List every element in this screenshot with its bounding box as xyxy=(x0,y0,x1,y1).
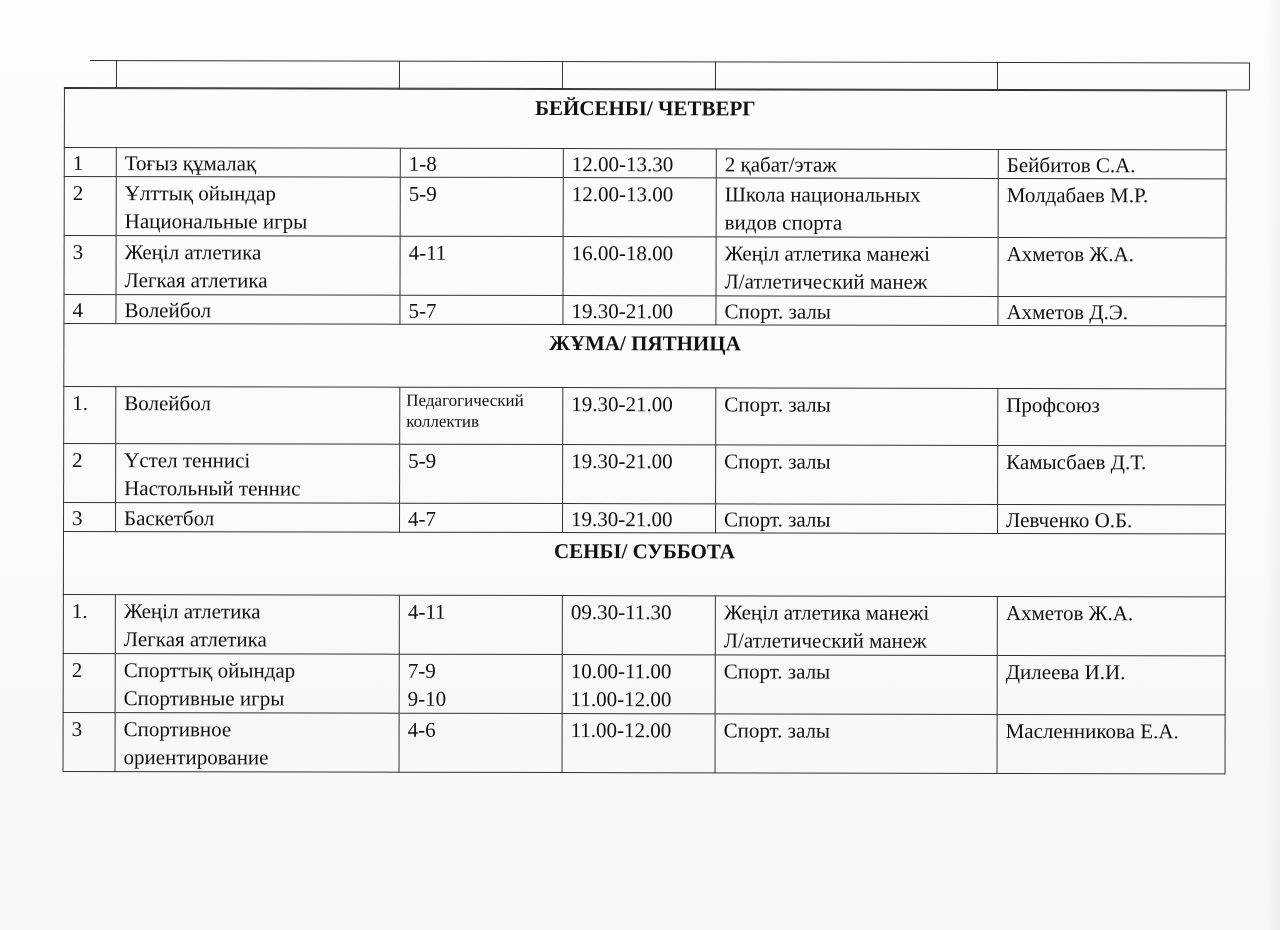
place-line: видов спорта xyxy=(724,210,843,235)
grades-cell xyxy=(399,713,562,772)
place-cell xyxy=(716,388,998,446)
row-number: 1 xyxy=(64,148,116,177)
time-line: 12.00-13.30 xyxy=(571,152,674,177)
table-row xyxy=(64,387,1226,446)
grades-cell xyxy=(400,295,563,324)
row-number: 1. xyxy=(64,387,116,444)
place-line: Школа национальных xyxy=(724,182,921,207)
time-line: 11.00-12.00 xyxy=(570,718,672,743)
teacher-cell: Ахметов Ж.А. xyxy=(998,237,1226,296)
table-row xyxy=(63,712,1225,773)
section-title: БЕЙСЕНБІ/ ЧЕТВЕРГ xyxy=(64,89,1226,150)
grades-line: 5-9 xyxy=(408,448,437,473)
place-line: Спорт. залы xyxy=(724,392,831,417)
grades-line: 4-7 xyxy=(408,506,437,531)
teacher-cell: Камысбаев Д.Т. xyxy=(998,445,1226,504)
place-line: Спорт. залы xyxy=(724,507,831,532)
activity-line: Спортивные игры xyxy=(123,686,285,711)
time-line: 10.00-11.00 xyxy=(570,659,672,684)
time-cell xyxy=(563,504,716,533)
grades-cell xyxy=(400,503,563,532)
time-line: 09.30-11.30 xyxy=(570,600,672,625)
grades_small-line: Педагогический xyxy=(406,390,524,410)
table-row xyxy=(64,236,1226,297)
place-cell xyxy=(716,296,998,326)
activity-cell xyxy=(116,387,400,445)
row-number: 3 xyxy=(64,503,116,532)
grades-cell xyxy=(400,236,563,295)
place-line: Спорт. залы xyxy=(723,659,831,684)
row-number: 3 xyxy=(63,712,115,771)
place-cell xyxy=(716,237,998,297)
activity-line: Жеңіл атлетика xyxy=(124,240,262,265)
row-number: 2 xyxy=(64,444,116,503)
schedule-document xyxy=(63,60,1226,774)
grades-line: 4-11 xyxy=(408,240,447,265)
activity-cell xyxy=(116,295,400,325)
grades-line: 4-11 xyxy=(407,599,446,624)
grades-line: 1-8 xyxy=(408,151,437,176)
activity-line: Спорттық ойындар xyxy=(123,658,296,683)
teacher-cell: Профсоюз xyxy=(998,388,1226,445)
activity-line: ориентирование xyxy=(123,745,269,770)
teacher-cell: Левченко О.Б. xyxy=(998,504,1226,533)
time-line: 16.00-18.00 xyxy=(571,241,674,266)
grades-cell xyxy=(399,595,562,654)
activity-cell xyxy=(116,148,400,178)
table-row xyxy=(64,148,1226,179)
scan-edge-shadow xyxy=(1266,0,1280,930)
activity-cell xyxy=(115,595,399,655)
place-line: Спорт. залы xyxy=(724,299,831,324)
row-number: 2 xyxy=(64,177,116,236)
time-cell xyxy=(563,296,716,325)
activity-line: Тоғыз құмалақ xyxy=(124,151,257,176)
teacher-cell: Ахметов Ж.А. xyxy=(997,596,1225,655)
activity-line: Жеңіл атлетика xyxy=(123,599,261,624)
activity-cell xyxy=(116,444,400,504)
time-line: 19.30-21.00 xyxy=(571,392,673,417)
place-line: Жеңіл атлетика манежі xyxy=(724,241,930,266)
grades-line: 5-7 xyxy=(408,298,437,323)
time-cell xyxy=(563,178,716,237)
row-number: 1. xyxy=(63,594,115,653)
time-cell xyxy=(562,596,715,655)
activity-line: Үстел теннисі xyxy=(124,448,251,473)
table-row xyxy=(64,295,1226,326)
place-cell xyxy=(715,596,997,656)
teacher-cell: Молдабаев М.Р. xyxy=(998,178,1226,237)
grades-line: 7-9 xyxy=(407,658,436,683)
table-row xyxy=(64,177,1226,238)
activity-line: Легкая атлетика xyxy=(123,627,267,652)
schedule-table xyxy=(63,88,1227,774)
time-cell xyxy=(563,149,716,178)
section-title: ЖҰМА/ ПЯТНИЦА xyxy=(64,324,1226,389)
teacher-cell: Масленникова Е.А. xyxy=(997,714,1225,773)
grades-cell xyxy=(400,148,563,177)
grades-cell xyxy=(400,444,563,503)
teacher-cell: Бейбитов С.А. xyxy=(998,149,1226,178)
activity-cell xyxy=(115,654,399,714)
activity-cell xyxy=(116,503,400,533)
place-line: Жеңіл атлетика манежі xyxy=(723,600,930,625)
activity-cell xyxy=(116,236,400,296)
place-cell xyxy=(716,504,998,534)
activity-line: Национальные игры xyxy=(124,209,308,234)
row-number: 4 xyxy=(64,295,116,324)
place-line: Спорт. залы xyxy=(724,449,831,474)
time-line: 19.30-21.00 xyxy=(571,299,674,324)
time-line: 19.30-21.00 xyxy=(571,507,673,532)
teacher-cell: Ахметов Д.Э. xyxy=(998,296,1226,325)
table-row xyxy=(63,594,1225,655)
activity-line: Баскетбол xyxy=(124,506,215,531)
activity-line: Настольный теннис xyxy=(124,476,301,501)
row-number: 2 xyxy=(63,653,115,712)
time-line: 11.00-12.00 xyxy=(570,687,672,712)
row-number: 3 xyxy=(64,236,116,295)
place-line: 2 қабат/этаж xyxy=(724,152,837,177)
activity-line: Легкая атлетика xyxy=(124,268,268,293)
grades-line: 4-6 xyxy=(407,717,436,742)
time-cell xyxy=(563,445,716,504)
table-header-strip xyxy=(90,60,1250,90)
place-cell xyxy=(716,178,998,238)
grades-cell xyxy=(400,177,563,236)
place-line: Л/атлетический манеж xyxy=(724,269,928,294)
activity-line: Волейбол xyxy=(124,391,211,416)
time-cell xyxy=(562,655,715,714)
table-row xyxy=(63,653,1225,714)
activity-line: Ұлттық ойындар xyxy=(124,181,276,206)
grades-line: 5-9 xyxy=(408,181,437,206)
place-cell xyxy=(716,149,998,179)
place-line: Л/атлетический манеж xyxy=(723,628,927,653)
activity-cell xyxy=(115,713,399,773)
time-cell xyxy=(563,237,716,296)
time-line: 19.30-21.00 xyxy=(571,449,673,474)
place-cell xyxy=(716,445,998,505)
activity-cell xyxy=(116,177,400,237)
table-row xyxy=(64,444,1226,505)
activity-line: Спортивное xyxy=(123,717,232,742)
grades_small-line: коллектив xyxy=(406,411,480,431)
teacher-cell: Дилеева И.И. xyxy=(997,655,1225,714)
grades-cell xyxy=(399,654,562,713)
time-cell xyxy=(563,388,716,445)
time-line: 12.00-13.00 xyxy=(571,182,674,207)
grades-cell xyxy=(400,387,563,444)
section-title: СЕНБІ/ СУББОТА xyxy=(63,532,1225,597)
grades-line: 9-10 xyxy=(407,686,447,711)
place-cell xyxy=(715,655,997,715)
place-line: Спорт. залы xyxy=(723,718,831,743)
time-cell xyxy=(562,714,715,773)
table-row xyxy=(64,503,1226,534)
activity-line: Волейбол xyxy=(124,298,212,323)
place-cell xyxy=(715,714,997,774)
